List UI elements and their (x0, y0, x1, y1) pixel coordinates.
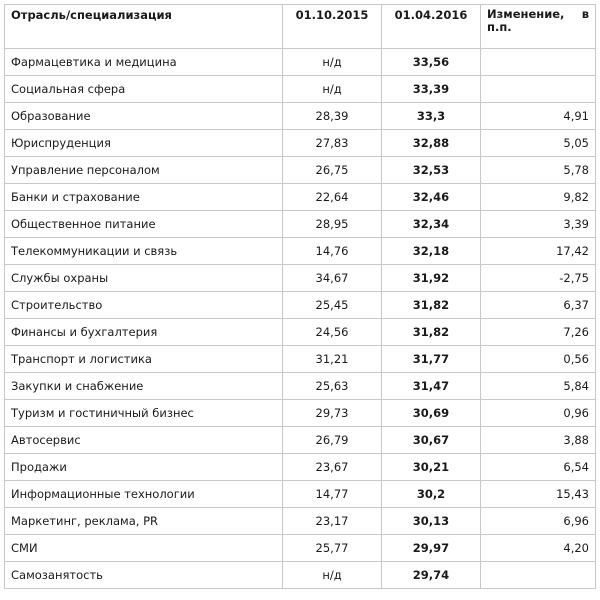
change-cell: 0,96 (481, 400, 596, 427)
table-row (5, 454, 596, 481)
value-2015-cell: 28,95 (283, 211, 382, 238)
sector-cell: Автосервис (5, 427, 283, 454)
value-2016-cell: 30,69 (382, 400, 481, 427)
change-cell (481, 562, 596, 589)
change-cell (481, 76, 596, 103)
table-row (5, 481, 596, 508)
sector-cell: Банки и страхование (5, 184, 283, 211)
sector-cell: Юриспруденция (5, 130, 283, 157)
value-2016-cell: 33,39 (382, 76, 481, 103)
value-2016-cell: 31,47 (382, 373, 481, 400)
change-cell: 4,20 (481, 535, 596, 562)
value-2016-cell: 32,88 (382, 130, 481, 157)
header-change-word: Изменение, (487, 7, 565, 21)
value-2015-cell: 28,39 (283, 103, 382, 130)
change-cell: 15,43 (481, 481, 596, 508)
change-cell: 3,39 (481, 211, 596, 238)
header-date-2015: 01.10.2015 (283, 5, 382, 49)
change-cell: 5,84 (481, 373, 596, 400)
table-row (5, 211, 596, 238)
value-2015-cell: 25,45 (283, 292, 382, 319)
table-row (5, 400, 596, 427)
value-2016-cell: 32,18 (382, 238, 481, 265)
change-cell: 3,88 (481, 427, 596, 454)
value-2016-cell: 31,77 (382, 346, 481, 373)
value-2015-cell: н/д (283, 76, 382, 103)
change-cell (481, 49, 596, 76)
value-2015-cell: 26,79 (283, 427, 382, 454)
value-2016-cell: 31,92 (382, 265, 481, 292)
sector-cell: Финансы и бухгалтерия (5, 319, 283, 346)
value-2016-cell: 32,34 (382, 211, 481, 238)
value-2015-cell: 24,56 (283, 319, 382, 346)
table-row (5, 76, 596, 103)
value-2016-cell: 30,2 (382, 481, 481, 508)
sector-cell: Транспорт и логистика (5, 346, 283, 373)
value-2016-cell: 31,82 (382, 319, 481, 346)
sector-cell: Информационные технологии (5, 481, 283, 508)
value-2015-cell: н/д (283, 562, 382, 589)
change-cell: 5,78 (481, 157, 596, 184)
sector-cell: Социальная сфера (5, 76, 283, 103)
sector-salary-table (4, 4, 596, 589)
change-cell: 17,42 (481, 238, 596, 265)
value-2016-cell: 30,67 (382, 427, 481, 454)
change-cell: 6,96 (481, 508, 596, 535)
table-header-row (5, 5, 596, 49)
table-row (5, 238, 596, 265)
table-row (5, 346, 596, 373)
header-change (481, 5, 596, 49)
header-change-unit: п.п. (487, 20, 512, 34)
table-row (5, 157, 596, 184)
value-2016-cell: 32,46 (382, 184, 481, 211)
value-2016-cell: 30,13 (382, 508, 481, 535)
value-2015-cell: 14,76 (283, 238, 382, 265)
table-row (5, 265, 596, 292)
change-cell: 4,91 (481, 103, 596, 130)
value-2016-cell: 31,82 (382, 292, 481, 319)
value-2016-cell: 29,97 (382, 535, 481, 562)
value-2015-cell: 26,75 (283, 157, 382, 184)
sector-cell: Образование (5, 103, 283, 130)
value-2015-cell: 29,73 (283, 400, 382, 427)
table-row (5, 535, 596, 562)
change-cell: 9,82 (481, 184, 596, 211)
table-row (5, 184, 596, 211)
table-row (5, 49, 596, 76)
value-2016-cell: 30,21 (382, 454, 481, 481)
table-row (5, 373, 596, 400)
sector-cell: Строительство (5, 292, 283, 319)
value-2016-cell: 29,74 (382, 562, 481, 589)
table-row (5, 562, 596, 589)
change-cell: 6,54 (481, 454, 596, 481)
value-2015-cell: 14,77 (283, 481, 382, 508)
table-row (5, 130, 596, 157)
sector-cell: Закупки и снабжение (5, 373, 283, 400)
change-cell: 6,37 (481, 292, 596, 319)
table-row (5, 508, 596, 535)
value-2015-cell: 27,83 (283, 130, 382, 157)
value-2015-cell: 23,67 (283, 454, 382, 481)
sector-cell: Маркетинг, реклама, PR (5, 508, 283, 535)
value-2016-cell: 32,53 (382, 157, 481, 184)
sector-cell: Общественное питание (5, 211, 283, 238)
sector-cell: Телекоммуникации и связь (5, 238, 283, 265)
value-2015-cell: 25,63 (283, 373, 382, 400)
change-cell: 0,56 (481, 346, 596, 373)
table-row (5, 103, 596, 130)
value-2015-cell: н/д (283, 49, 382, 76)
value-2015-cell: 23,17 (283, 508, 382, 535)
sector-cell: Продажи (5, 454, 283, 481)
table-row (5, 427, 596, 454)
sector-cell: Фармацевтика и медицина (5, 49, 283, 76)
change-cell: -2,75 (481, 265, 596, 292)
sector-cell: Управление персоналом (5, 157, 283, 184)
table-body (5, 49, 596, 589)
value-2015-cell: 22,64 (283, 184, 382, 211)
sector-cell: Туризм и гостиничный бизнес (5, 400, 283, 427)
value-2016-cell: 33,56 (382, 49, 481, 76)
sector-cell: Самозанятость (5, 562, 283, 589)
value-2015-cell: 25,77 (283, 535, 382, 562)
change-cell: 5,05 (481, 130, 596, 157)
table-row (5, 319, 596, 346)
sector-cell: Службы охраны (5, 265, 283, 292)
sector-cell: СМИ (5, 535, 283, 562)
header-sector: Отрасль/специализация (5, 5, 283, 49)
value-2016-cell: 33,3 (382, 103, 481, 130)
value-2015-cell: 34,67 (283, 265, 382, 292)
table-row (5, 292, 596, 319)
value-2015-cell: 31,21 (283, 346, 382, 373)
header-change-in: в (581, 7, 589, 21)
change-cell: 7,26 (481, 319, 596, 346)
header-date-2016: 01.04.2016 (382, 5, 481, 49)
